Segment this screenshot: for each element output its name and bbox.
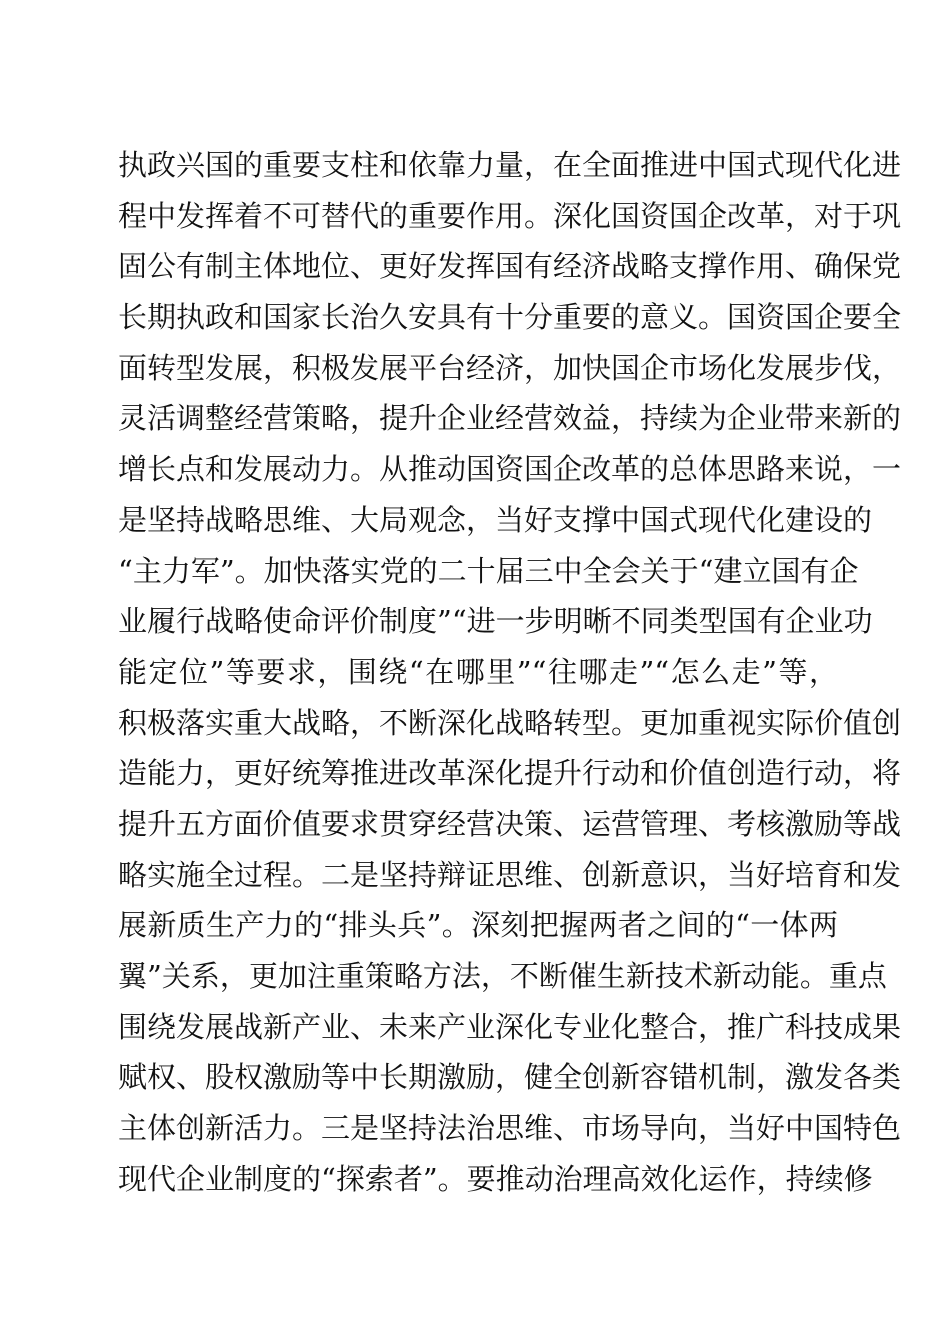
text-line: 翼”关系，更加注重策略方法，不断催生新技术新动能。重点 bbox=[118, 959, 887, 993]
text-line: 现代企业制度的“探索者”。要推动治理高效化运作，持续修 bbox=[118, 1161, 873, 1196]
text-line: 展新质生产力的“排头兵”。深刻把握两者之间的“一体两 bbox=[118, 908, 838, 943]
text-line: 面转型发展，积极发展平台经济，加快国企市场化发展步伐， bbox=[118, 350, 902, 385]
text-line: 提升五方面价值要求贯穿经营决策、运营管理、考核激励等战 bbox=[118, 806, 902, 841]
text-line: 略实施全过程。二是坚持辩证思维、创新意识，当好培育和发 bbox=[118, 857, 902, 892]
text-line: 围绕发展战新产业、未来产业深化专业化整合，推广科技成果 bbox=[118, 1009, 902, 1044]
text-line: 固公有制主体地位、更好发挥国有经济战略支撑作用、确保党 bbox=[118, 249, 902, 284]
text-line: “主力军”。加快落实党的二十届三中全会关于“建立国有企 bbox=[118, 553, 859, 588]
text-line: 赋权、股权激励等中长期激励，健全创新容错机制，激发各类 bbox=[118, 1060, 902, 1095]
text-line: 增长点和发展动力。从推动国资国企改革的总体思路来说，一 bbox=[118, 452, 902, 487]
text-line: 能定位”等要求，围绕“在哪里”“往哪走”“怎么走”等， bbox=[118, 654, 838, 689]
body-paragraph bbox=[118, 140, 902, 1204]
text-line: 长期执政和国家长治久安具有十分重要的意义。国资国企要全 bbox=[118, 300, 902, 335]
text-line: 灵活调整经营策略，提升企业经营效益，持续为企业带来新的 bbox=[118, 401, 902, 436]
text-line: 是坚持战略思维、大局观念，当好支撑中国式现代化建设的 bbox=[118, 502, 873, 537]
text-line: 执政兴国的重要支柱和依靠力量，在全面推进中国式现代化进 bbox=[118, 148, 902, 182]
text-line: 主体创新活力。三是坚持法治思维、市场导向，当好中国特色 bbox=[118, 1111, 902, 1146]
text-line: 造能力，更好统筹推进改革深化提升行动和价值创造行动，将 bbox=[118, 756, 902, 791]
text-line: 程中发挥着不可替代的重要作用。深化国资国企改革，对于巩 bbox=[118, 198, 902, 233]
text-line: 积极落实重大战略，不断深化战略转型。更加重视实际价值创 bbox=[118, 705, 902, 740]
text-line: 业履行战略使命评价制度”“进一步明晰不同类型国有企业功 bbox=[118, 604, 873, 639]
